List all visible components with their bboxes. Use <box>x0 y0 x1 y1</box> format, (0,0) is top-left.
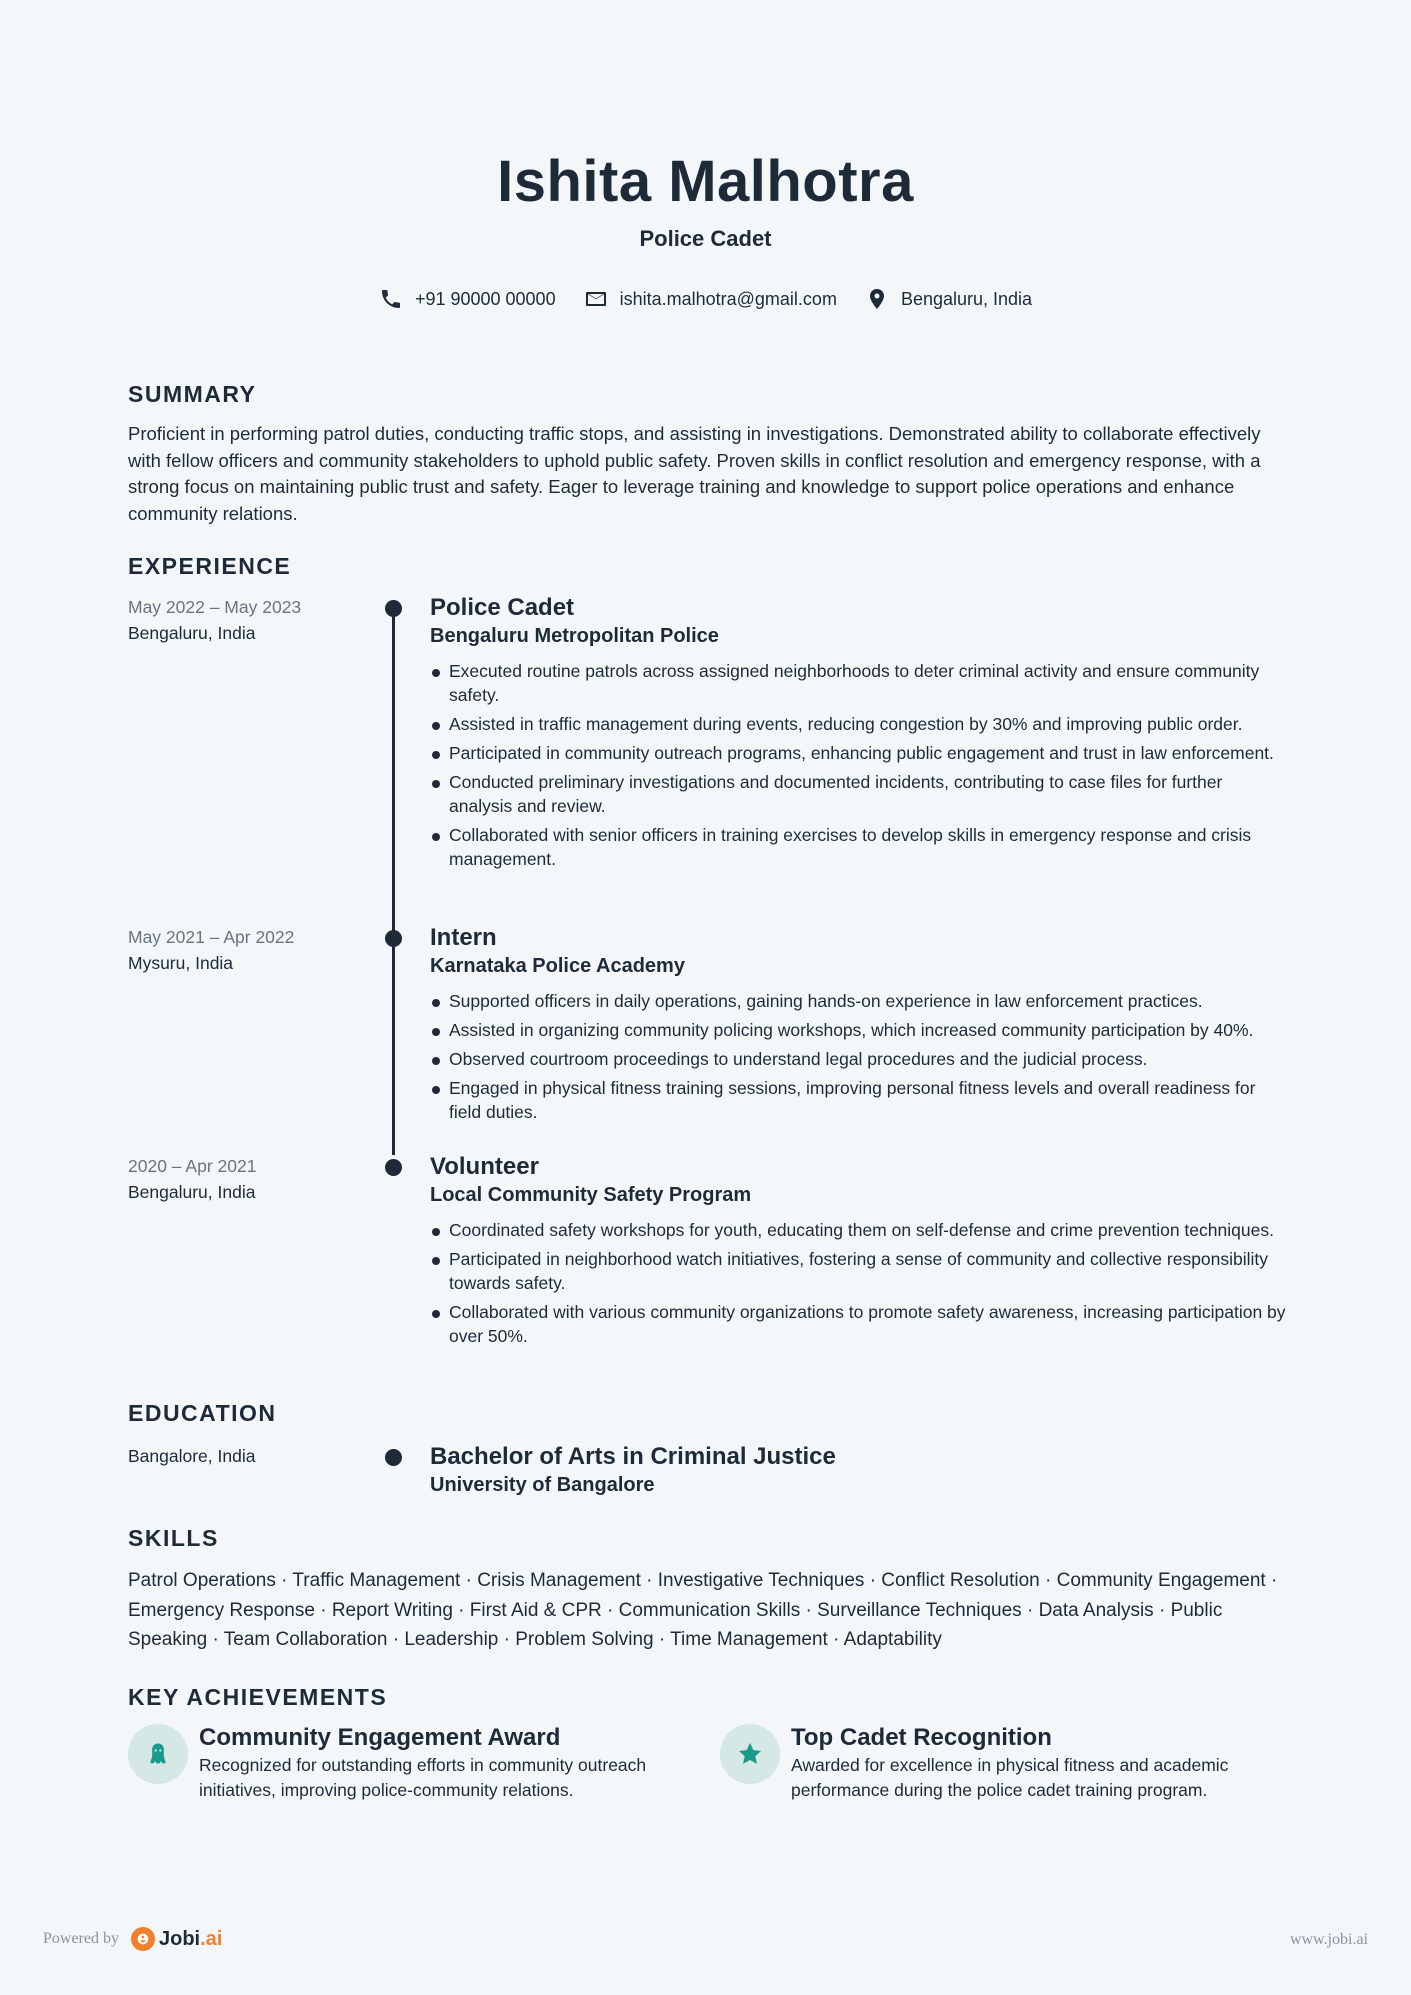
bullet-item: Collaborated with various community organizations to promote safety awareness, increasing participation by over 50%. <box>430 1300 1290 1348</box>
jobi-logo <box>131 1927 222 1951</box>
entry-bullets <box>430 989 1290 1124</box>
bullet-item: Executed routine patrols across assigned neighborhoods to deter criminal activity and ensure community safety. <box>430 659 1290 707</box>
location-text: Bengaluru, India <box>900 288 1033 309</box>
bullet-item: Conducted preliminary investigations and documented incidents, contributing to case files for further analysis and review. <box>430 770 1290 818</box>
badge-icon <box>144 1740 172 1768</box>
bullet-item: Participated in community outreach programs, enhancing public engagement and trust in law enforcement. <box>430 741 1290 765</box>
education-heading: EDUCATION <box>128 1400 277 1426</box>
education-school: University of Bangalore <box>430 1474 655 1496</box>
summary-text: Proficient in performing patrol duties, conducting traffic stops, and assisting in investigations. Demonstrated ability to collaborate effectively with fellow officers and community stakeholders to uphold public safety. Proven skills in conflict resolution and emergency response, with a strong focus on maintaining public trust and safety. Eager to leverage training and knowledge to support police operations and enhance community relations. <box>128 423 1261 524</box>
skills-heading: SKILLS <box>128 1525 219 1551</box>
entry-organization: Bengaluru Metropolitan Police <box>430 625 719 647</box>
skills-list: Patrol Operations · Traffic Management · Crisis Management · Investigative Techniques · Conflict Resolution · Community Engagement · Emergency Response · Report Writing · First Aid & CPR · Communication Skills · Surveillance Techniques · Data Analysis · Public Speaking · Team Collaboration · Leadership · Problem Solving · Time Management · Adaptability <box>128 1570 1278 1650</box>
entry-location: Bengaluru, India <box>128 623 256 643</box>
bullet-item: Supported officers in daily operations, gaining hands-on experience in law enforcement practices. <box>430 989 1290 1013</box>
entry-bullets <box>430 1218 1290 1348</box>
candidate-role: Police Cadet <box>639 226 772 251</box>
timeline-dot <box>385 930 402 947</box>
contact-phone[interactable] <box>379 287 556 311</box>
achievement-description: Recognized for outstanding efforts in community outreach initiatives, improving police-community relations. <box>199 1755 647 1800</box>
bullet-item: Collaborated with senior officers in training exercises to develop skills in emergency response and crisis management. <box>430 823 1290 871</box>
contact-location <box>865 287 1032 311</box>
entry-title: Police Cadet <box>430 594 575 621</box>
education-degree: Bachelor of Arts in Criminal Justice <box>430 1443 836 1470</box>
achievement-badge <box>720 1724 780 1784</box>
timeline-dot <box>385 1159 402 1176</box>
bullet-item: Observed courtroom proceedings to understand legal procedures and the judicial process. <box>430 1047 1290 1071</box>
email-text: ishita.malhotra@gmail.com <box>619 288 837 309</box>
phone-icon <box>379 287 403 311</box>
brand-suffix: .ai <box>200 1927 223 1950</box>
achievements-heading: KEY ACHIEVEMENTS <box>128 1684 388 1710</box>
brand-name: Jobi <box>158 1927 201 1950</box>
jobi-logo-icon <box>131 1927 155 1951</box>
timeline-dot <box>385 1449 402 1466</box>
bullet-item: Assisted in organizing community policing workshops, which increased community participation by 40%. <box>430 1018 1290 1042</box>
entry-organization: Karnataka Police Academy <box>430 955 685 977</box>
contact-email[interactable] <box>584 287 837 311</box>
entry-location: Mysuru, India <box>128 953 234 973</box>
mail-icon <box>584 287 608 311</box>
timeline-dot <box>385 600 402 617</box>
achievement-description: Awarded for excellence in physical fitness and academic performance during the police cadet training program. <box>791 1755 1229 1800</box>
location-pin-icon <box>865 287 889 311</box>
entry-location: Bengaluru, India <box>128 1182 256 1202</box>
powered-by-text: Powered by <box>43 1930 119 1947</box>
achievement-title: Community Engagement Award <box>199 1724 561 1751</box>
bullet-item: Assisted in traffic management during events, reducing congestion by 30% and improving public order. <box>430 712 1290 736</box>
achievement-badge <box>128 1724 188 1784</box>
bullet-item: Participated in neighborhood watch initiatives, fostering a sense of community and collective responsibility towards safety. <box>430 1247 1290 1295</box>
star-icon <box>736 1740 764 1768</box>
bullet-item: Engaged in physical fitness training sessions, improving personal fitness levels and overall readiness for field duties. <box>430 1076 1290 1124</box>
summary-heading: SUMMARY <box>128 381 257 407</box>
achievement-title: Top Cadet Recognition <box>791 1724 1052 1751</box>
experience-timeline-line <box>392 609 395 1155</box>
entry-dates: May 2021 – Apr 2022 <box>128 927 295 947</box>
contact-row <box>128 287 1283 311</box>
footer-website-link[interactable]: www.jobi.ai <box>1289 1931 1368 1948</box>
entry-dates: May 2022 – May 2023 <box>128 597 302 617</box>
entry-title: Volunteer <box>430 1153 539 1180</box>
entry-organization: Local Community Safety Program <box>430 1184 752 1206</box>
experience-heading: EXPERIENCE <box>128 553 292 579</box>
phone-text: +91 90000 00000 <box>414 288 556 309</box>
bullet-item: Coordinated safety workshops for youth, educating them on self-defense and crime prevention techniques. <box>430 1218 1290 1242</box>
entry-title: Intern <box>430 924 497 951</box>
education-location: Bangalore, India <box>128 1446 256 1466</box>
entry-bullets <box>430 659 1290 871</box>
candidate-name: Ishita Malhotra <box>497 149 914 214</box>
entry-dates: 2020 – Apr 2021 <box>128 1156 257 1176</box>
footer-powered-by[interactable] <box>43 1927 222 1951</box>
